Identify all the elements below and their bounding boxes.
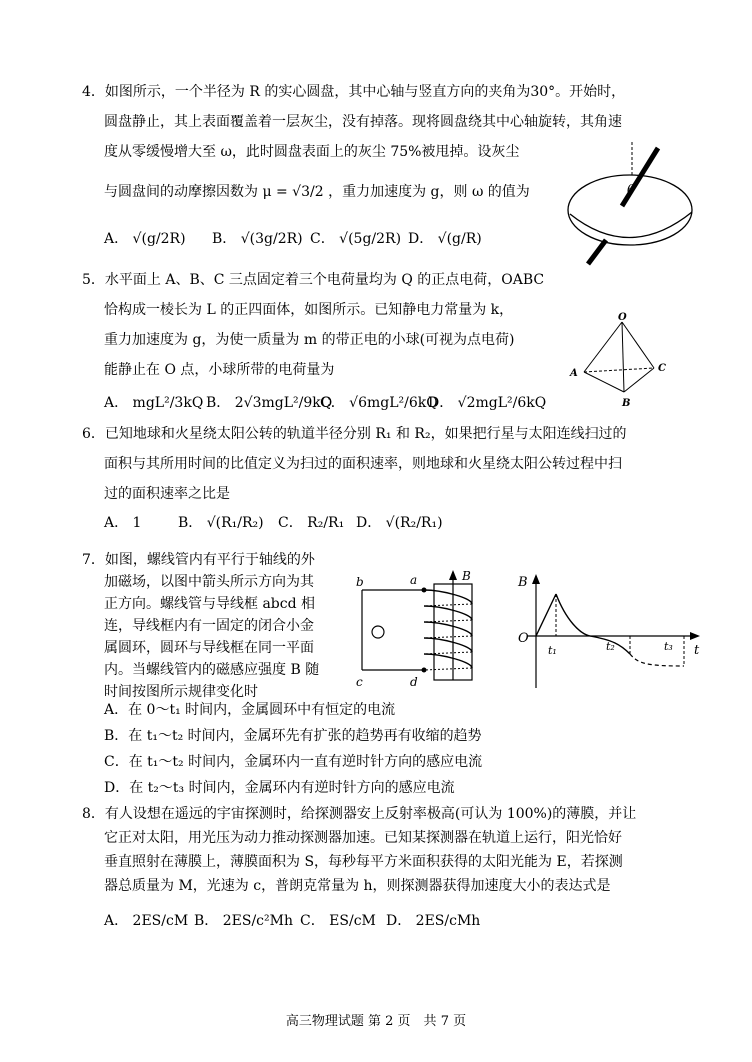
q5-line-4: 能静止在 O 点，小球所带的电荷量为: [104, 362, 335, 378]
graph-origin: O: [518, 631, 529, 646]
solenoid-circuit-figure: [352, 570, 492, 692]
q5-line-3: 重力加速度为 g，为使一质量为 m 的带正电的小球(可视为点电荷): [104, 332, 515, 348]
q4-option-d[interactable]: D． √(g/R): [408, 231, 482, 247]
q4-option-c[interactable]: C． √(5g/2R): [310, 231, 402, 247]
disk-figure: [560, 140, 700, 270]
theta-label: θ: [627, 183, 635, 198]
q7-line-1: 7．如图，螺线管内有平行于轴线的外: [82, 552, 315, 568]
q7-option-b[interactable]: B．在 t₁～t₂ 时间内，金属环先有扩张的趋势再有收缩的趋势: [104, 728, 482, 744]
q7-line-3: 正方向。螺线管与导线框 abcd 相: [104, 596, 316, 612]
q8-option-b[interactable]: B． 2ES/c²Mh: [194, 913, 293, 929]
q7-line-6: 内。当螺线管内的磁感应强度 B 随: [104, 662, 320, 678]
graph-axis-B: B: [518, 575, 528, 590]
q4-line-2: 圆盘静止，其上表面覆盖着一层灰尘，没有掉落。现将圆盘绕其中心轴旋转，其角速: [104, 114, 622, 130]
tetrahedron-figure: [562, 310, 672, 410]
vertex-a-label: A: [570, 368, 578, 379]
q4-line-3: 度从零缓慢增大至 ω，此时圆盘表面上的灰尘 75%被甩掉。设灰尘: [104, 144, 520, 160]
graph-axis-t: t: [694, 643, 700, 658]
q5-option-d[interactable]: D． √2mgL²/6kQ: [428, 395, 547, 411]
q7-line-4: 连，导线框内有一固定的闭合小金: [104, 618, 314, 634]
q8-line-4: 器总质量为 M，光速为 c，普朗克常量为 h，则探测器获得加速度大小的表达式是: [104, 878, 611, 894]
label-B-field: B: [462, 570, 471, 583]
q7-line-7: 时间按图所示规律变化时: [104, 684, 258, 700]
q8-option-d[interactable]: D． 2ES/cMh: [386, 913, 481, 929]
q5-option-a[interactable]: A． mgL²/3kQ: [104, 395, 204, 411]
q4-line-1: 4．如图所示，一个半径为 R 的实心圆盘，其中心轴与竖直方向的夹角为30°。开始时，: [82, 84, 626, 100]
q6-option-a[interactable]: A． 1: [104, 515, 142, 531]
label-a: a: [410, 573, 418, 587]
q6-option-d[interactable]: D． √(R₂/R₁): [356, 515, 443, 531]
q4-option-b[interactable]: B． √(3g/2R): [212, 231, 303, 247]
label-c: c: [356, 675, 363, 689]
vertex-b-label: B: [622, 398, 631, 409]
q5-option-b[interactable]: B． 2√3mgL²/9kQ: [206, 395, 333, 411]
label-b-lower: b: [356, 575, 364, 589]
vertex-c-label: C: [658, 363, 666, 374]
b-t-graph: [508, 570, 708, 692]
vertex-o-label: O: [618, 312, 627, 323]
q8-option-a[interactable]: A． 2ES/cM: [104, 913, 189, 929]
q4-option-a[interactable]: A． √(g/2R): [104, 231, 186, 247]
graph-t1: t₁: [548, 644, 557, 657]
q6-line-1: 6．已知地球和火星绕太阳公转的轨道半径分别 R₁ 和 R₂，如果把行星与太阳连线扫过的: [82, 426, 627, 442]
q8-option-c[interactable]: C． ES/cM: [300, 913, 376, 929]
q4-line-4: 与圆盘间的动摩擦因数为 μ = √3/2 ，重力加速度为 g，则 ω 的值为: [104, 184, 530, 200]
q6-option-c[interactable]: C． R₂/R₁: [278, 515, 345, 531]
q8-line-3: 垂直照射在薄膜上，薄膜面积为 S，每秒每平方米面积获得的太阳光能为 E，若探测: [104, 854, 623, 870]
q7-line-2: 加磁场，以图中箭头所示方向为其: [104, 574, 314, 590]
q6-option-b[interactable]: B． √(R₁/R₂): [178, 515, 264, 531]
q8-line-2: 它正对太阳，用光压为动力推动探测器加速。已知某探测器在轨道上运行，阳光恰好: [104, 830, 622, 846]
q5-line-1: 5．水平面上 A、B、C 三点固定着三个电荷量均为 Q 的正点电荷，OABC: [82, 272, 545, 288]
q7-line-5: 属圆环，圆环与导线框在同一平面: [104, 640, 314, 656]
label-d: d: [410, 675, 418, 689]
q5-line-2: 恰构成一棱长为 L 的正四面体，如图所示。已知静电力常量为 k，: [104, 302, 514, 318]
page-footer: 高三物理试题 第 2 页 共 7 页: [285, 1014, 467, 1029]
q6-line-3: 过的面积速率之比是: [104, 486, 230, 502]
q6-line-2: 面积与其所用时间的比值定义为扫过的面积速率，则地球和火星绕太阳公转过程中扫: [104, 456, 622, 472]
graph-t3: t₃: [664, 640, 673, 653]
q5-option-c[interactable]: C． √6mgL²/6kQ: [320, 395, 438, 411]
q8-line-1: 8．有人设想在遥远的宇宙探测时，给探测器安上反射率极高(可认为 100%)的薄膜，并让: [82, 806, 637, 822]
graph-t2: t₂: [606, 640, 615, 653]
q7-option-a[interactable]: A．在 0～t₁ 时间内，金属圆环中有恒定的电流: [104, 702, 396, 718]
q7-option-c[interactable]: C．在 t₁～t₂ 时间内，金属环内一直有逆时针方向的感应电流: [104, 754, 483, 770]
q7-option-d[interactable]: D．在 t₂～t₃ 时间内，金属环内有逆时针方向的感应电流: [104, 780, 455, 796]
